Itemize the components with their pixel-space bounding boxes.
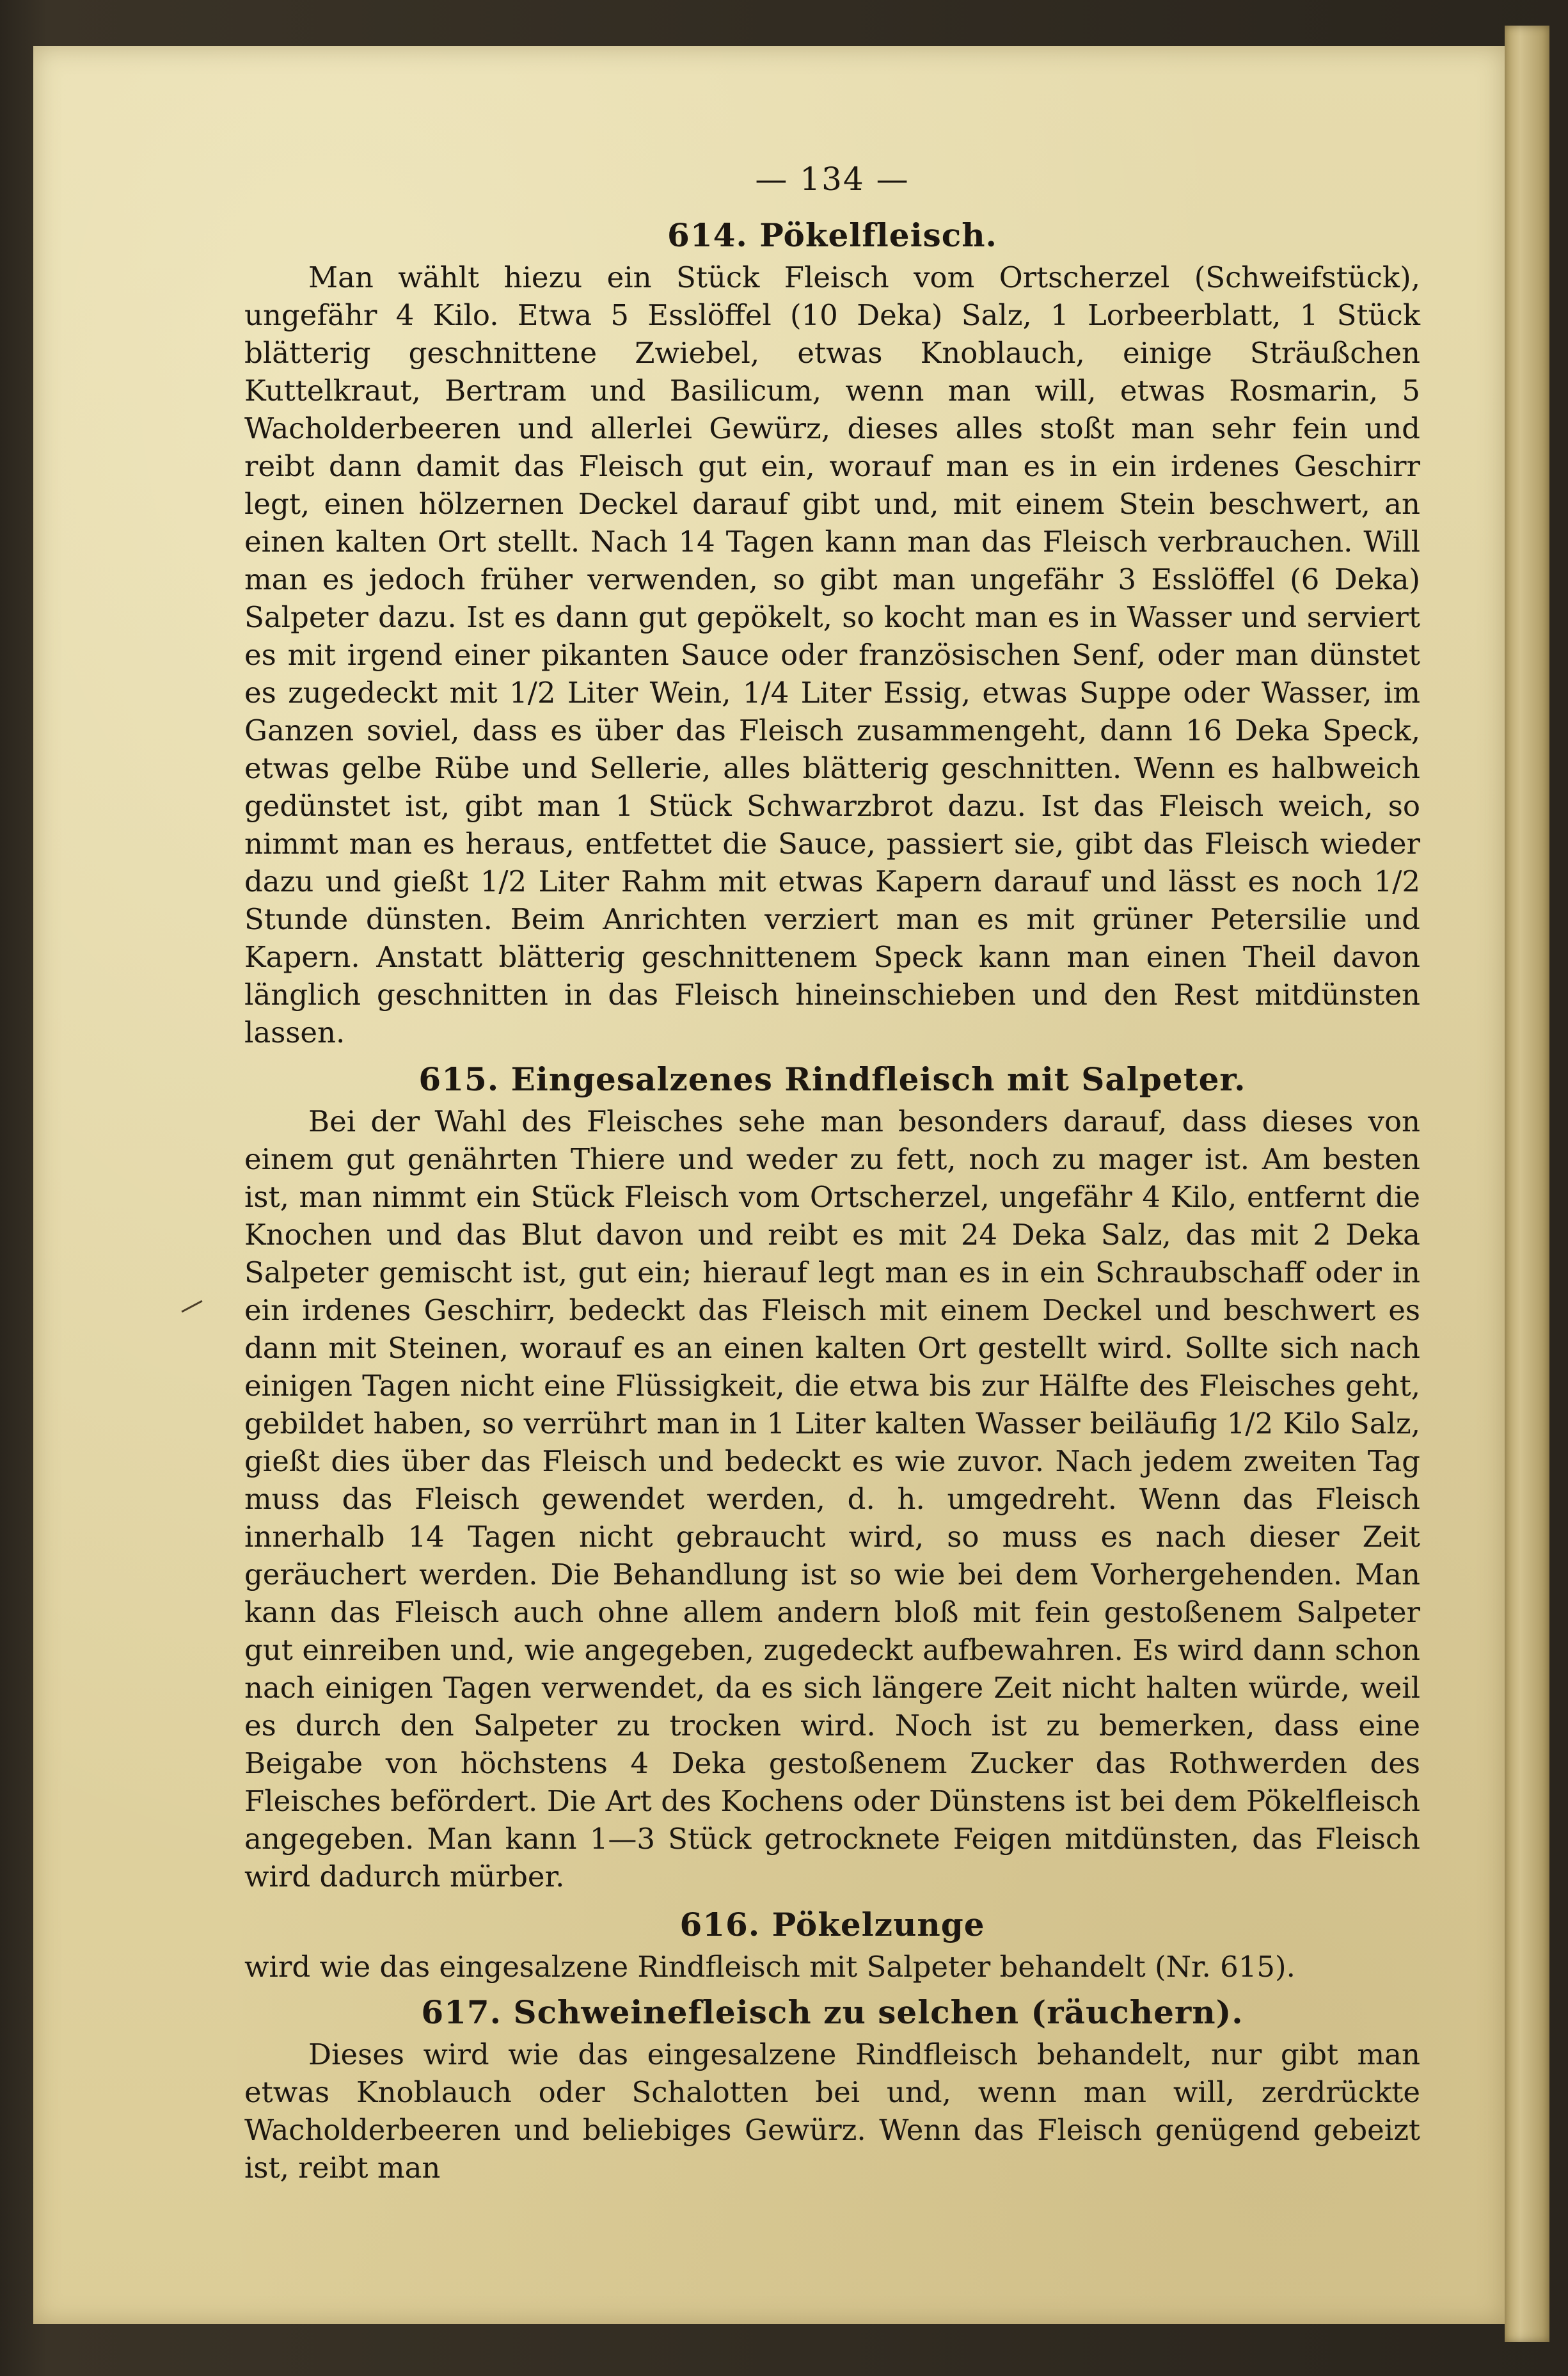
recipe-heading-616: 616. Pökelzunge — [679, 1906, 985, 1943]
recipe-heading-617: 617. Schweinefleisch zu selchen (räuchern). — [421, 1993, 1244, 2031]
page-text — [244, 154, 1420, 2187]
recipe-heading-614: 614. Pökelfleisch. — [667, 216, 997, 254]
recipe-body-616: wird wie das eingesalzene Rindfleisch mit Salpeter behandelt (Nr. 615). — [244, 1950, 1295, 1984]
page-edge — [1505, 26, 1549, 2342]
recipe-heading-615: 615. Eingesalzenes Rindfleisch mit Salpeter. — [418, 1060, 1246, 1098]
recipe-body-615: Bei der Wahl des Fleisches sehe man besonders darauf, dass dieses von einem gut genährten Thiere und weder zu fett, noch zu mager ist. Am besten ist, man nimmt ein Stück Fleisch vom Ortscherzel, ungefähr 4 Kilo, entfernt die Knochen und das Blut davon und reibt es mit 24 Deka Salz, das mit 2 Deka Salpeter gemischt ist, gut ein; hierauf legt man es in ein Schraubschaff oder in ein irdenes Geschirr, bedeckt das Fleisch mit einem Deckel und beschwert es dann mit Steinen, worauf es an einen kalten Ort gestellt wird. Sollte sich nach einigen Tagen nicht eine Flüssigkeit, die etwa bis zur Hälfte des Fleisches geht, gebildet haben, so verrührt man in 1 Liter kalten Wasser beiläufig 1/2 Kilo Salz, gießt dies über das Fleisch und bedeckt es wie zuvor. Nach jedem zweiten Tag muss das Fleisch gewendet werden, d. h. umgedreht. Wenn das Fleisch innerhalb 14 Tagen nicht gebraucht wird, so muss es nach dieser Zeit geräuchert werden. Die Behandlung ist so wie bei dem Vorhergehenden. Man kann das Fleisch auch ohne allem andern bloß mit fein gestoßenem Salpeter gut einreiben und, wie angegeben, zugedeckt aufbewahren. Es wird dann schon nach einigen Tagen verwendet, da es sich längere Zeit nicht halten würde, weil es durch den Salpeter zu trocken wird. Noch ist zu bemerken, dass eine Beigabe von höchstens 4 Deka gestoßenem Zucker das Rothwerden des Fleisches befördert. Die Art des Kochens oder Dünstens ist bei dem Pökelfleisch angegeben. Man kann 1—3 Stück getrocknete Feigen mitdünsten, das Fleisch wird dadurch mürber. — [244, 1104, 1420, 1894]
recipe-body-617: Dieses wird wie das eingesalzene Rindfleisch behandelt, nur gibt man etwas Knoblauch oder Schalotten bei und, wenn man will, zerdrückte Wacholderbeeren und beliebiges Gewürz. Wenn das Fleisch genügend gebeizt ist, reibt man — [244, 2037, 1420, 2185]
recipe-body-614: Man wählt hiezu ein Stück Fleisch vom Ortscherzel (Schweifstück), ungefähr 4 Kilo. Etwa 5 Esslöffel (10 Deka) Salz, 1 Lorbeerblatt, 1 Stück blätterig geschnittene Zwiebel, etwas Knoblauch, einige Sträußchen Kuttelkraut, Bertram und Basilicum, wenn man will, etwas Rosmarin, 5 Wacholderbeeren und allerlei Gewürz, dieses alles stoßt man sehr fein und reibt dann damit das Fleisch gut ein, worauf man es in ein irdenes Geschirr legt, einen hölzernen Deckel darauf gibt und, mit einem Stein beschwert, an einen kalten Ort stellt. Nach 14 Tagen kann man das Fleisch verbrauchen. Will man es jedoch früher verwenden, so gibt man ungefähr 3 Esslöffel (6 Deka) Salpeter dazu. Ist es dann gut gepökelt, so kocht man es in Wasser und serviert es mit irgend einer pikanten Sauce oder französischen Senf, oder man dünstet es zugedeckt mit 1/2 Liter Wein, 1/4 Liter Essig, etwas Suppe oder Wasser, im Ganzen soviel, dass es über das Fleisch zusammengeht, dann 16 Deka Speck, etwas gelbe Rübe und Sellerie, alles blätterig geschnitten. Wenn es halbweich gedünstet ist, gibt man 1 Stück Schwarzbrot dazu. Ist das Fleisch weich, so nimmt man es heraus, entfettet die Sauce, passiert sie, gibt das Fleisch wieder dazu und gießt 1/2 Liter Rahm mit etwas Kapern darauf und lässt es noch 1/2 Stunde dünsten. Beim Anrichten verziert man es mit grüner Petersilie und Kapern. Anstatt blätterig geschnittenem Speck kann man einen Theil davon länglich geschnitten in das Fleisch hineinschieben und den Rest mitdünsten lassen. — [244, 260, 1420, 1049]
page-number: — 134 — — [755, 161, 910, 198]
